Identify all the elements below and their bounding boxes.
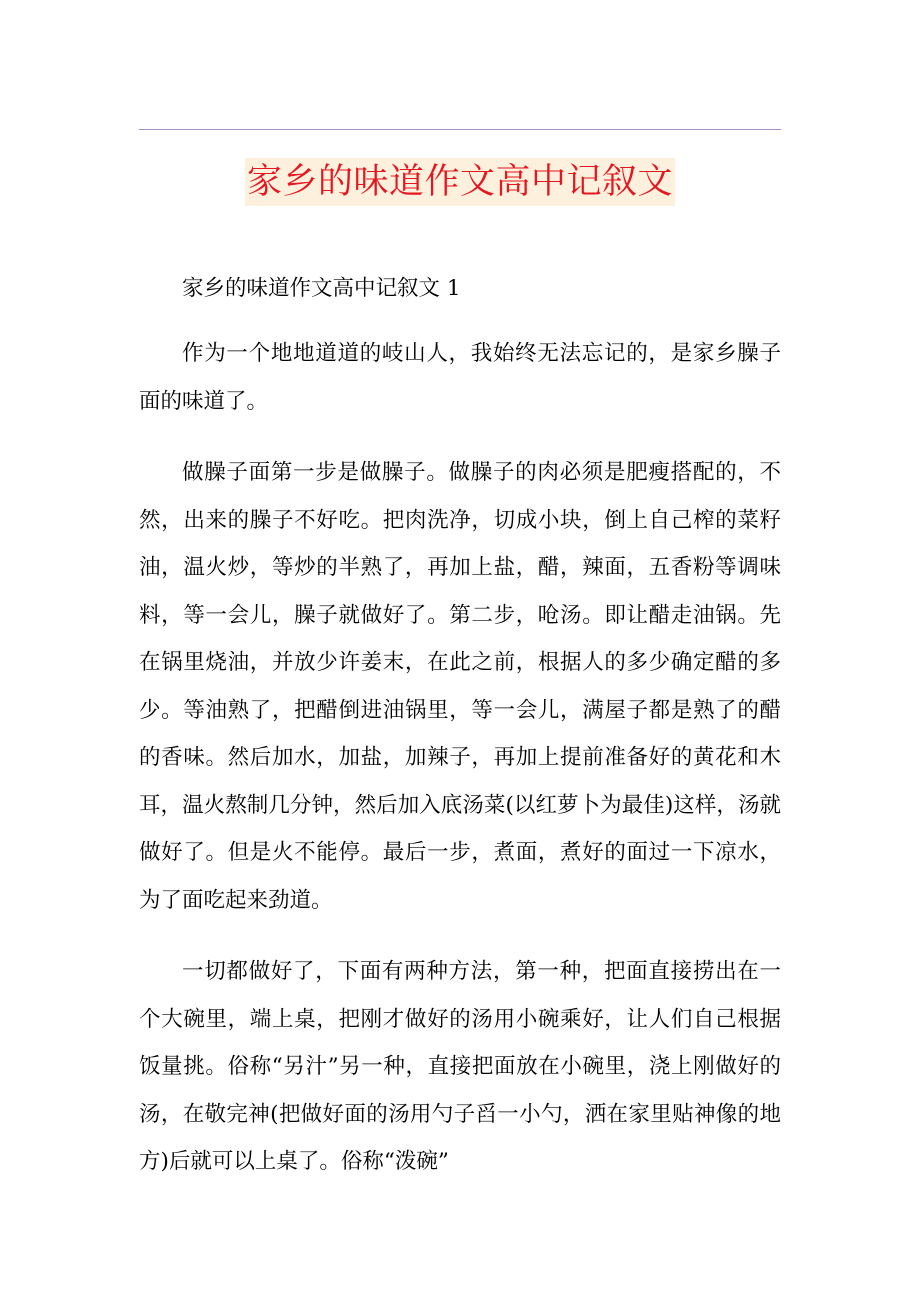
paragraph-2: 做臊子面第一步是做臊子。做臊子的肉必须是肥瘦搭配的，不然，出来的臊子不好吃。把肉洗净，切成小块，倒上自己榨的菜籽油，温火炒，等炒的半熟了，再加上盐，醋，辣面，五香粉等调味料，等一会儿，臊子就做好了。第二步，呛汤。即让醋走油锅。先在锅里烧油，并放少许姜末，在此之前，根据人的多少确定醋的多少。等油熟了，把醋倒进油锅里，等一会儿，满屋子都是熟了的醋的香味。然后加水，加盐，加辣子，再加上提前准备好的黄花和木耳，温火熬制几分钟，然后加入底汤菜(以红萝卜为最佳)这样，汤就做好了。但是火不能停。最后一步，煮面，煮好的面过一下凉水，为了面吃起来劲道。 [139, 460, 781, 913]
document-title: 家乡的味道作文高中记叙文 [245, 158, 675, 206]
paragraph-3: 一切都做好了，下面有两种方法，第一种，把面直接捞出在一个大碗里，端上桌，把刚才做好的汤用小碗乘好，让人们自己根据饭量挑。俗称“另汁”另一种，直接把面放在小碗里，浇上刚做好的汤，在敬完神(把做好面的汤用勺子舀一小勺，洒在家里贴神像的地方)后就可以上桌了。俗称“泼碗” [139, 959, 781, 1174]
section-heading: 家乡的味道作文高中记叙文 1 [182, 276, 461, 301]
paragraph-1: 作为一个地地道道的岐山人，我始终无法忘记的，是家乡臊子面的味道了。 [139, 341, 781, 414]
header-divider [139, 129, 781, 130]
document-body [139, 270, 781, 1210]
title-container [0, 158, 920, 206]
